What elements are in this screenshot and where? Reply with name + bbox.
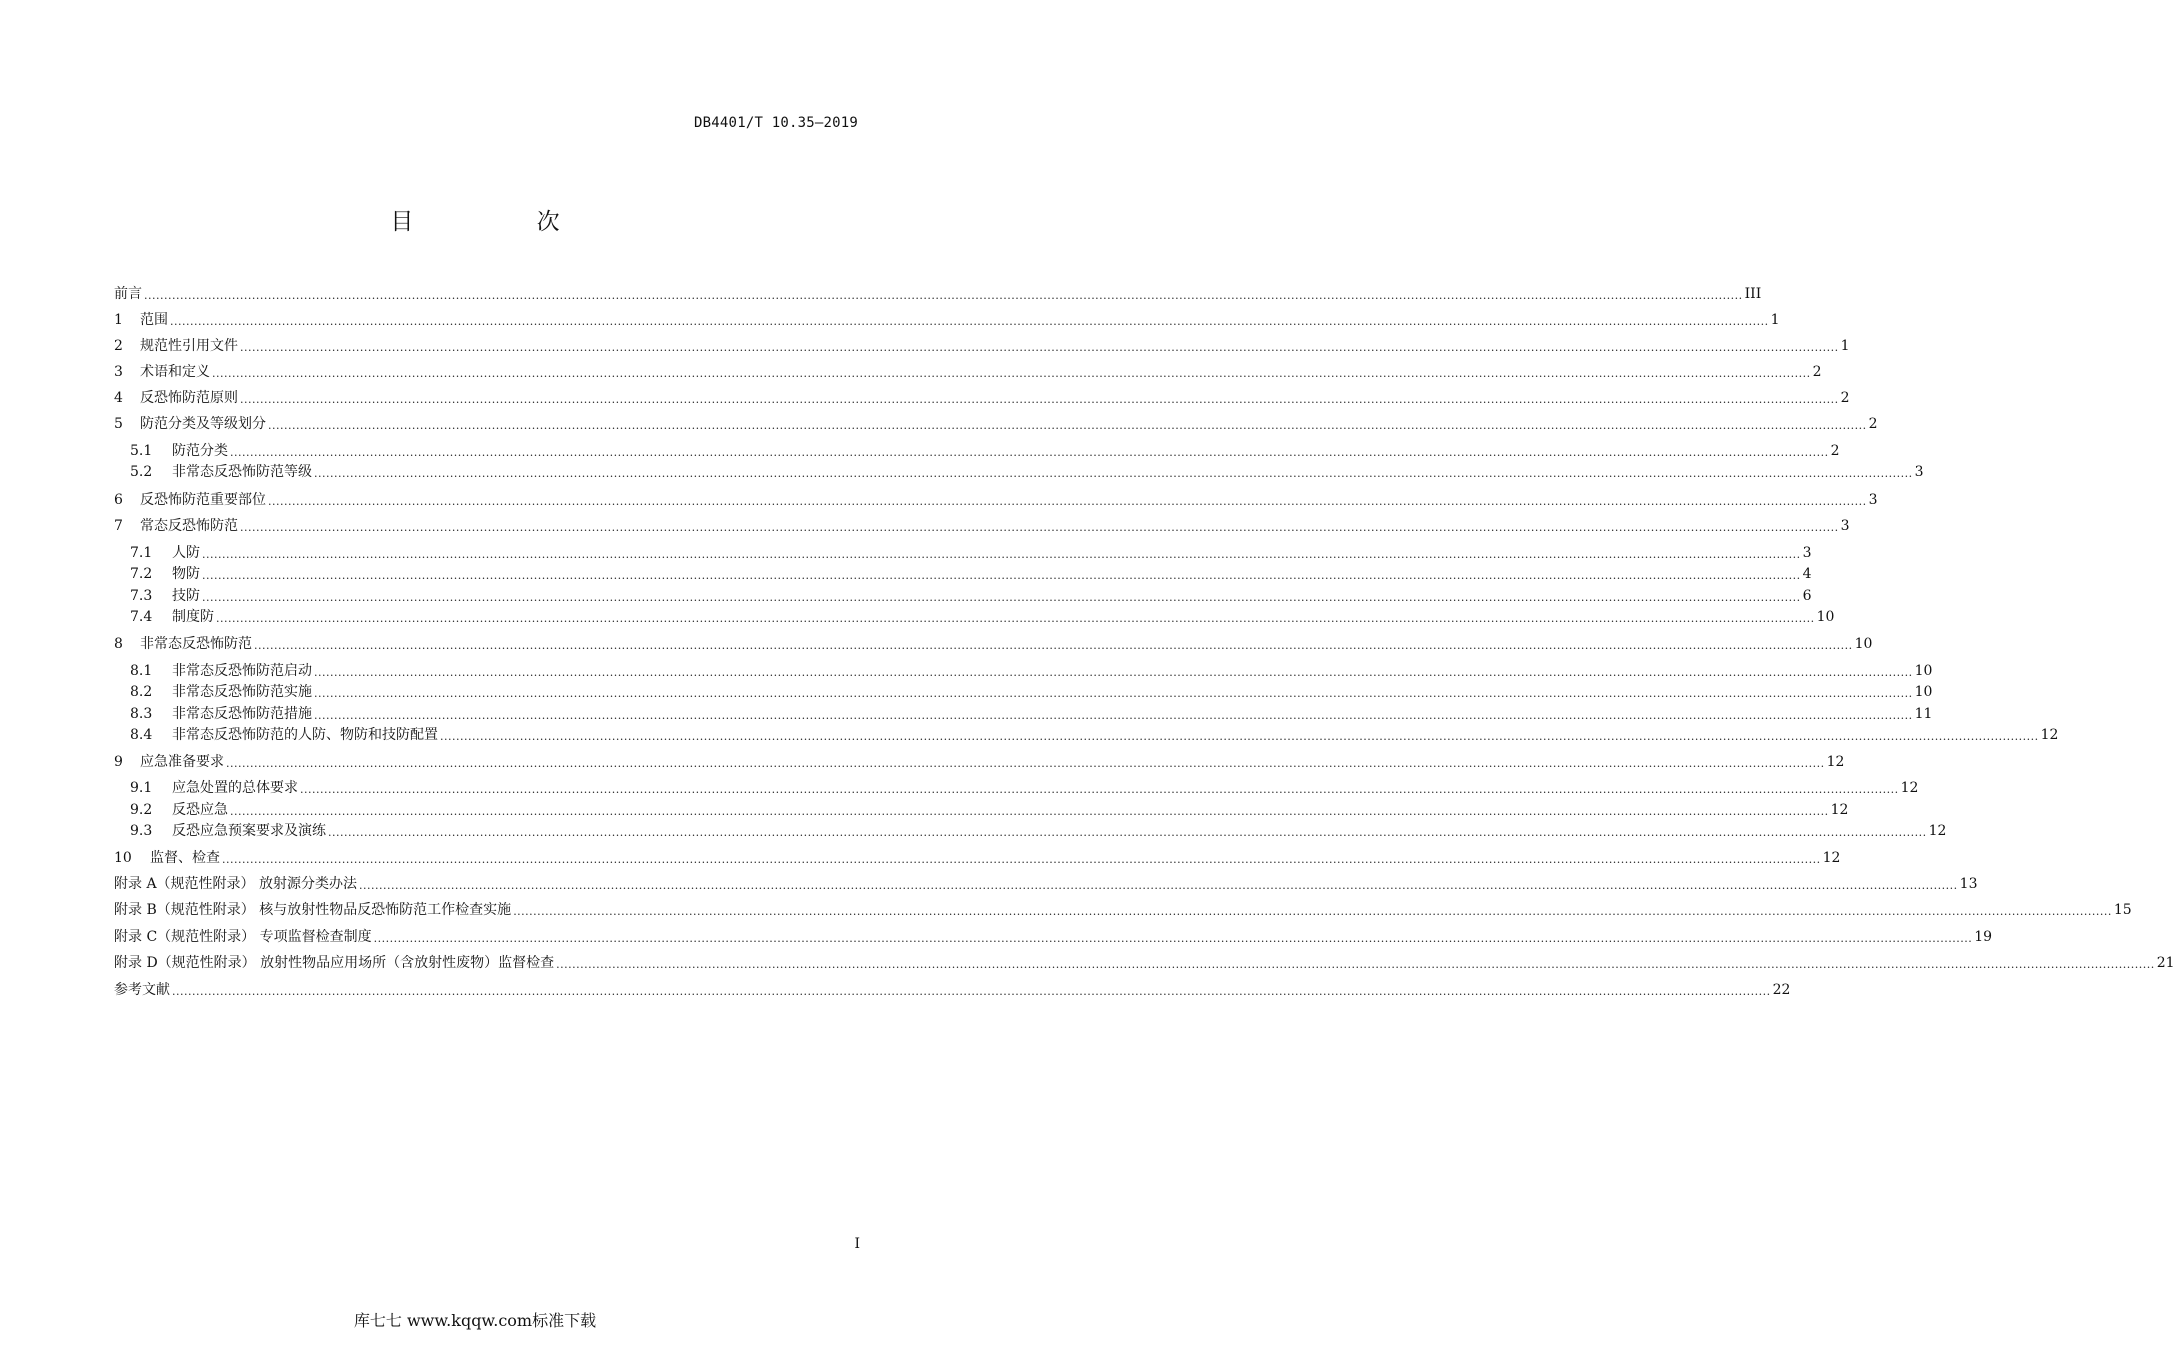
toc-entry-number: 7 (114, 518, 123, 534)
toc-dot-leader: ................................................................................................................................................................................................................................................................................................................................................................................................................ (212, 367, 1811, 380)
toc-entry-page: 12 (2040, 727, 2059, 743)
document-code: DB4401/T 10.35—2019 (694, 115, 858, 131)
toc-dot-leader: ................................................................................................................................................................................................................................................................................................................................................................................................................ (254, 639, 1853, 652)
toc-entry-label: 非常态反恐怖防范 (140, 636, 252, 652)
toc-entry-number: 7.2 (130, 566, 153, 582)
toc-entry-page: 10 (1854, 636, 1873, 652)
toc-dot-leader: ................................................................................................................................................................................................................................................................................................................................................................................................................ (226, 757, 1825, 770)
toc-entry-label: 技防 (172, 588, 200, 604)
toc-dot-leader: ................................................................................................................................................................................................................................................................................................................................................................................................................ (556, 958, 2155, 971)
toc-entry-page: 12 (1826, 754, 1845, 770)
toc-dot-leader: ................................................................................................................................................................................................................................................................................................................................................................................................................ (202, 569, 1801, 582)
toc-entry-label: 监督、检查 (150, 850, 220, 866)
toc-entry-page: 2 (1830, 443, 1840, 459)
toc-entry-number: 8.4 (130, 727, 153, 743)
toc-entry-page: 21 (2156, 955, 2175, 971)
toc-entry-page: 3 (1914, 464, 1924, 480)
toc-dot-leader: ................................................................................................................................................................................................................................................................................................................................................................................................................ (314, 709, 1913, 722)
toc-entry-number: 8.2 (130, 684, 153, 700)
toc-entry[interactable] (130, 561, 1812, 583)
toc-entry-number: 8 (114, 636, 123, 652)
toc-entry-label: 范围 (140, 312, 168, 328)
toc-entry-number: 8.3 (130, 706, 153, 722)
page-number: I (854, 1236, 860, 1252)
toc-dot-leader: ................................................................................................................................................................................................................................................................................................................................................................................................................ (222, 853, 1821, 866)
toc-entry-page: 2 (1840, 390, 1850, 406)
toc-entry[interactable] (114, 845, 1841, 867)
toc-entry-label: 非常态反恐怖防范等级 (172, 464, 312, 480)
toc-dot-leader: ................................................................................................................................................................................................................................................................................................................................................................................................................ (328, 826, 1927, 839)
toc-entry-label: 附录 A（规范性附录） 放射源分类办法 (114, 876, 358, 892)
toc-entry-page: 11 (1914, 706, 1933, 722)
toc-entry-page: 1 (1840, 338, 1850, 354)
toc-entry-label: 应急处置的总体要求 (172, 780, 298, 796)
toc-entry-label: 参考文献 (114, 982, 170, 998)
toc-entry-number: 6 (114, 492, 123, 508)
toc-entry-label: 反恐怖防范原则 (140, 390, 238, 406)
toc-dot-leader: ................................................................................................................................................................................................................................................................................................................................................................................................................ (268, 419, 1867, 432)
toc-entry-page: 12 (1900, 780, 1919, 796)
toc-entry[interactable] (130, 775, 1919, 797)
toc-entry[interactable] (114, 385, 1850, 407)
toc-entry-label: 非常态反恐怖防范措施 (172, 706, 312, 722)
toc-entry-label: 非常态反恐怖防范启动 (172, 663, 312, 679)
toc-entry[interactable] (114, 411, 1878, 433)
toc-entry-number: 2 (114, 338, 123, 354)
toc-dot-leader: ................................................................................................................................................................................................................................................................................................................................................................................................................ (314, 687, 1913, 700)
toc-entry-page: 13 (1959, 876, 1978, 892)
toc-entry[interactable] (114, 631, 1873, 653)
toc-entry-page: 12 (1830, 802, 1849, 818)
toc-entry-label: 附录 B（规范性附录） 核与放射性物品反恐怖防范工作检查实施 (114, 902, 512, 918)
toc-entry[interactable] (114, 359, 1822, 381)
toc-entry-page: 19 (1974, 929, 1993, 945)
toc-dot-leader: ................................................................................................................................................................................................................................................................................................................................................................................................................ (300, 783, 1899, 796)
toc-entry[interactable] (114, 333, 1850, 355)
toc-entry-label: 附录 D（规范性附录） 放射性物品应用场所（含放射性废物）监督检查 (114, 955, 555, 971)
toc-entry[interactable] (130, 797, 1849, 819)
toc-entry[interactable] (130, 722, 2059, 744)
toc-entry-number: 7.1 (130, 545, 153, 561)
toc-entry-number: 9 (114, 754, 123, 770)
toc-dot-leader: ................................................................................................................................................................................................................................................................................................................................................................................................................ (314, 467, 1913, 480)
toc-entry-number: 9.2 (130, 802, 153, 818)
toc-entry-number: 4 (114, 390, 123, 406)
toc-entry-page: 10 (1816, 609, 1835, 625)
toc-dot-leader: ................................................................................................................................................................................................................................................................................................................................................................................................................ (202, 591, 1801, 604)
toc-entry[interactable] (114, 871, 1978, 893)
toc-entry-page: 22 (1772, 982, 1791, 998)
toc-entry-number: 1 (114, 312, 123, 328)
toc-entry-page: 4 (1802, 566, 1812, 582)
toc-dot-leader: ................................................................................................................................................................................................................................................................................................................................................................................................................ (172, 985, 1771, 998)
toc-entry-number: 7.4 (130, 609, 153, 625)
toc-entry[interactable] (114, 950, 2175, 972)
toc-dot-leader: ................................................................................................................................................................................................................................................................................................................................................................................................................ (230, 805, 1829, 818)
toc-entry-number: 9.1 (130, 780, 153, 796)
toc-dot-leader: ................................................................................................................................................................................................................................................................................................................................................................................................................ (240, 521, 1839, 534)
toc-entry-label: 反恐怖防范重要部位 (140, 492, 266, 508)
toc-entry-page: 1 (1770, 312, 1780, 328)
toc-entry[interactable] (114, 924, 1993, 946)
toc-entry-label: 反恐应急预案要求及演练 (172, 823, 326, 839)
toc-entry-page: 3 (1802, 545, 1812, 561)
toc-entry-label: 制度防 (172, 609, 214, 625)
toc-entry-label: 人防 (172, 545, 200, 561)
toc-entry[interactable] (130, 658, 1933, 680)
toc-entry-number: 10 (114, 850, 132, 866)
toc-entry-page: 3 (1840, 518, 1850, 534)
toc-dot-leader: ................................................................................................................................................................................................................................................................................................................................................................................................................ (240, 393, 1839, 406)
toc-entry-label: 防范分类及等级划分 (140, 416, 266, 432)
toc-dot-leader: ................................................................................................................................................................................................................................................................................................................................................................................................................ (268, 495, 1867, 508)
toc-entry-page: 2 (1868, 416, 1878, 432)
toc-entry[interactable] (114, 977, 1791, 999)
toc-entry-label: 附录 C（规范性附录） 专项监督检查制度 (114, 929, 372, 945)
toc-entry-page: III (1744, 286, 1762, 302)
toc-entry-label: 前言 (114, 286, 142, 302)
toc-entry[interactable] (114, 487, 1878, 509)
toc-entry-page: 2 (1812, 364, 1822, 380)
toc-entry-label: 应急准备要求 (140, 754, 224, 770)
toc-dot-leader: ................................................................................................................................................................................................................................................................................................................................................................................................................ (513, 905, 2112, 918)
toc-entry-label: 规范性引用文件 (140, 338, 238, 354)
toc-entry[interactable] (114, 281, 1762, 303)
toc-entry-page: 12 (1928, 823, 1947, 839)
toc-entry[interactable] (130, 583, 1812, 605)
toc-entry-page: 15 (2113, 902, 2132, 918)
toc-entry[interactable] (114, 897, 2132, 919)
toc-dot-leader: ................................................................................................................................................................................................................................................................................................................................................................................................................ (202, 548, 1801, 561)
toc-entry-page: 12 (1822, 850, 1841, 866)
toc-title: 目 次 (390, 209, 618, 235)
toc-dot-leader: ................................................................................................................................................................................................................................................................................................................................................................................................................ (359, 879, 1958, 892)
toc-entry-number: 5.2 (130, 464, 153, 480)
toc-dot-leader: ................................................................................................................................................................................................................................................................................................................................................................................................................ (216, 612, 1815, 625)
toc-entry-page: 3 (1868, 492, 1878, 508)
toc-dot-leader: ................................................................................................................................................................................................................................................................................................................................................................................................................ (230, 446, 1829, 459)
toc-entry[interactable] (114, 307, 1780, 329)
toc-entry[interactable] (130, 459, 1924, 481)
toc-entry[interactable] (130, 701, 1933, 723)
toc-entry-number: 9.3 (130, 823, 153, 839)
toc-entry-label: 非常态反恐怖防范实施 (172, 684, 312, 700)
toc-dot-leader: ................................................................................................................................................................................................................................................................................................................................................................................................................ (240, 341, 1839, 354)
toc-dot-leader: ................................................................................................................................................................................................................................................................................................................................................................................................................ (170, 315, 1769, 328)
toc-entry-label: 术语和定义 (140, 364, 210, 380)
toc-entry-number: 3 (114, 364, 123, 380)
toc-entry-label: 常态反恐怖防范 (140, 518, 238, 534)
toc-entry-page: 10 (1914, 663, 1933, 679)
toc-entry-number: 5 (114, 416, 123, 432)
toc-entry[interactable] (114, 513, 1850, 535)
toc-entry[interactable] (130, 818, 1947, 840)
toc-entry-number: 8.1 (130, 663, 153, 679)
toc-entry-label: 防范分类 (172, 443, 228, 459)
toc-entry-number: 7.3 (130, 588, 153, 604)
toc-entry[interactable] (114, 749, 1845, 771)
toc-entry[interactable] (130, 438, 1840, 460)
toc-entry-label: 物防 (172, 566, 200, 582)
footer-watermark: 库七七 www.kqqw.com标准下载 (353, 1311, 597, 1330)
toc-dot-leader: ................................................................................................................................................................................................................................................................................................................................................................................................................ (314, 666, 1913, 679)
toc-dot-leader: ................................................................................................................................................................................................................................................................................................................................................................................................................ (373, 932, 1973, 945)
toc-entry-page: 6 (1802, 588, 1812, 604)
toc-entry[interactable] (130, 604, 1835, 626)
toc-entry[interactable] (130, 540, 1812, 562)
toc-entry-label: 反恐应急 (172, 802, 228, 818)
toc-entry-number: 5.1 (130, 443, 153, 459)
toc-entry-page: 10 (1914, 684, 1933, 700)
toc-dot-leader: ................................................................................................................................................................................................................................................................................................................................................................................................................ (440, 730, 2039, 743)
toc-dot-leader: ................................................................................................................................................................................................................................................................................................................................................................................................................ (144, 289, 1743, 302)
toc-entry[interactable] (130, 679, 1933, 701)
toc-entry-label: 非常态反恐怖防范的人防、物防和技防配置 (172, 727, 438, 743)
